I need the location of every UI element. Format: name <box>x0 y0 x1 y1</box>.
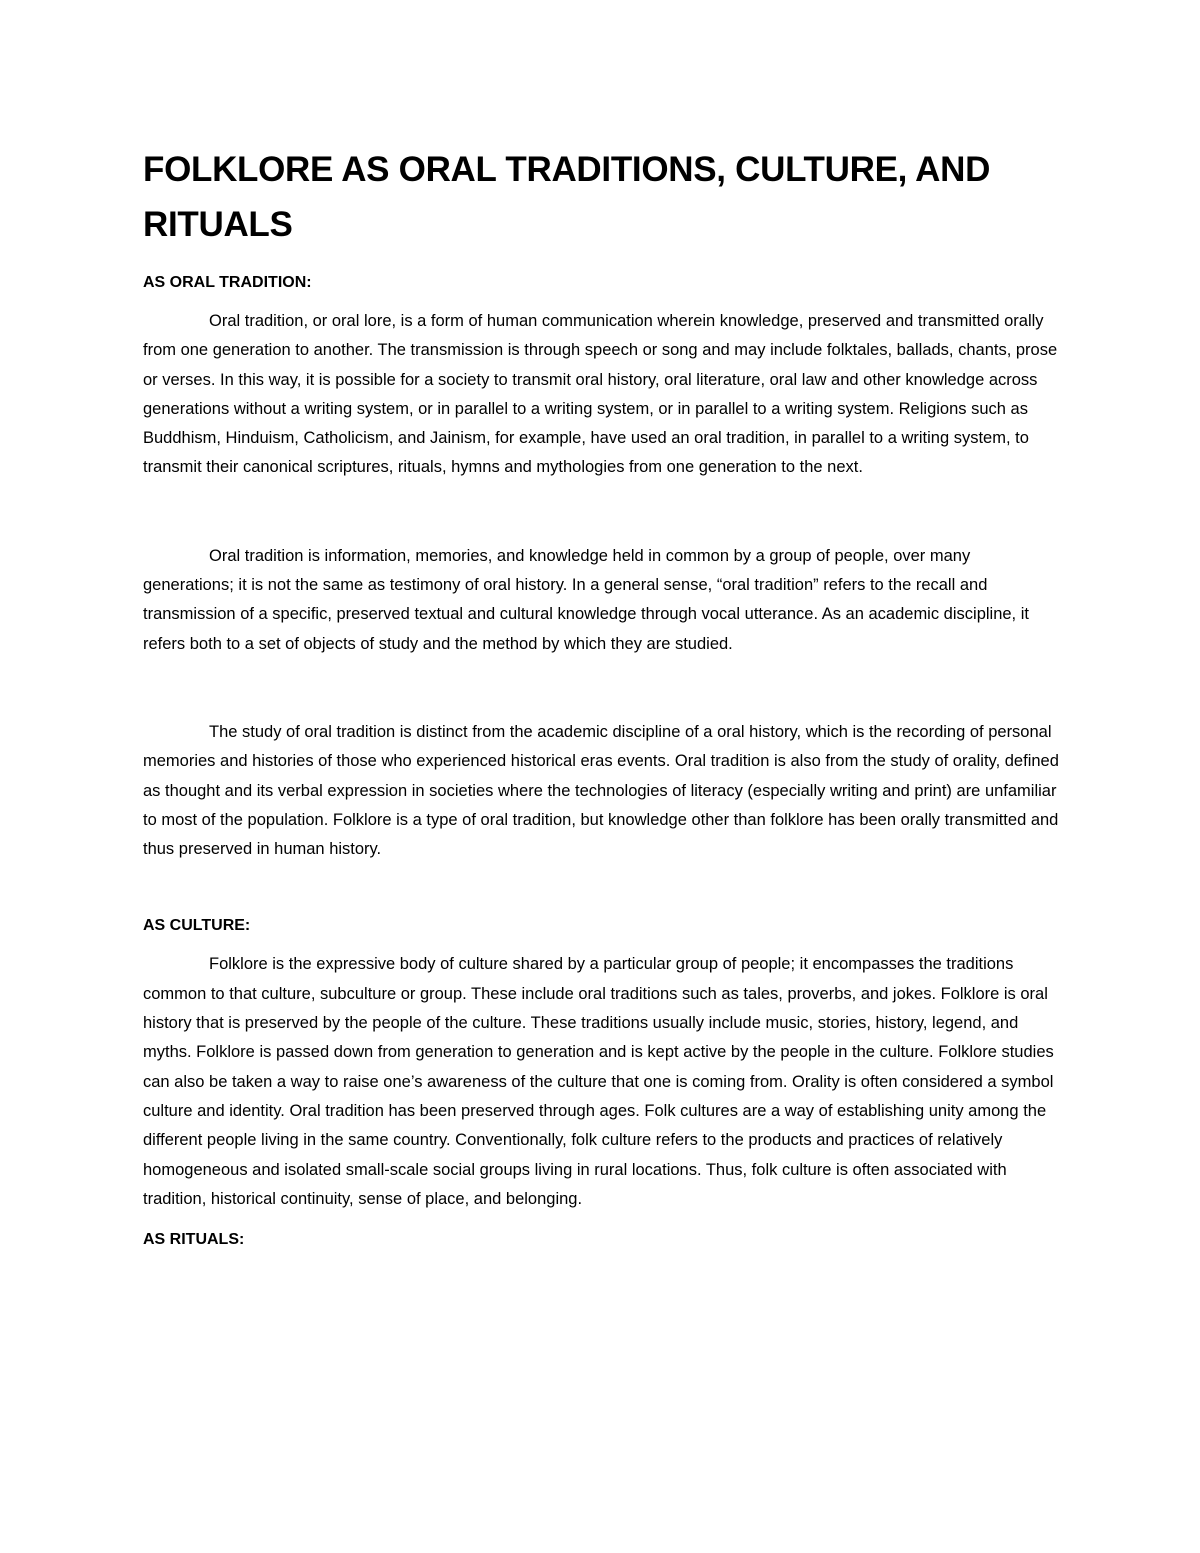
section-heading-rituals: AS RITUALS: <box>143 1231 245 1249</box>
document-body <box>143 142 1063 1264</box>
paragraph-oral-tradition-1: Oral tradition, or oral lore, is a form of human communication wherein knowledge, preserved and transmitted orally from one generation to another. The transmission is through speech or song and may include folktales, ballads, chants, prose or verses. In this way, it is possible for a society to transmit oral history, oral literature, oral law and other knowledge across generations without a writing system, or in parallel to a writing system, or in parallel to a writing system. Religions such as Buddhism, Hinduism, Catholicism, and Jainism, for example, have used an oral tradition, in parallel to a writing system, to transmit their canonical scriptures, rituals, hymns and mythologies from one generation to the next. <box>143 312 1058 477</box>
document-title: FOLKLORE AS ORAL TRADITIONS, CULTURE, AND RITUALS <box>143 150 991 244</box>
paragraph-spacer <box>143 864 1063 916</box>
paragraph-oral-tradition-2: Oral tradition is information, memories, and knowledge held in common by a group of people, over many generations; it is not the same as testimony of oral history. In a general sense, “oral tradition” refers to the recall and transmission of a specific, preserved textual and cultural knowledge through vocal utterance. As an academic discipline, it refers both to a set of objects of study and the method by which they are studied. <box>143 546 1029 653</box>
paragraph-oral-tradition-3: The study of oral tradition is distinct from the academic discipline of a oral history, which is the recording of personal memories and histories of those who experienced historical eras events. Oral tradition is also from the study of orality, defined as thought and its verbal expression in societies where the technologies of literacy (especially writing and print) are unfamiliar to most of the population. Folklore is a type of oral tradition, but knowledge other than folklore has been orally transmitted and thus preserved in human history. <box>143 722 1059 859</box>
paragraph-spacer <box>143 659 1063 718</box>
paragraph-spacer <box>143 1214 1063 1230</box>
paragraph-spacer <box>143 483 1063 542</box>
paragraph-culture-1: Folklore is the expressive body of culture shared by a particular group of people; it encompasses the traditions common to that culture, subculture or group. These include oral traditions such as tales, proverbs, and jokes. Folklore is oral history that is preserved by the people of the culture. These traditions usually include music, stories, history, legend, and myths. Folklore is passed down from generation to generation and is kept active by the people in the culture. Folklore studies can also be taken a way to raise one’s awareness of the culture that one is coming from. Orality is often considered a symbol culture and identity. Oral tradition has been preserved through ages. Folk cultures are a way of establishing unity among the different people living in the same country. Conventionally, folk culture refers to the products and practices of relatively homogeneous and isolated small-scale social groups living in rural locations. Thus, folk culture is often associated with tradition, historical continuity, sense of place, and belonging. <box>143 955 1054 1208</box>
section-heading-culture: AS CULTURE: <box>143 917 251 935</box>
section-heading-oral-tradition: AS ORAL TRADITION: <box>143 274 312 291</box>
